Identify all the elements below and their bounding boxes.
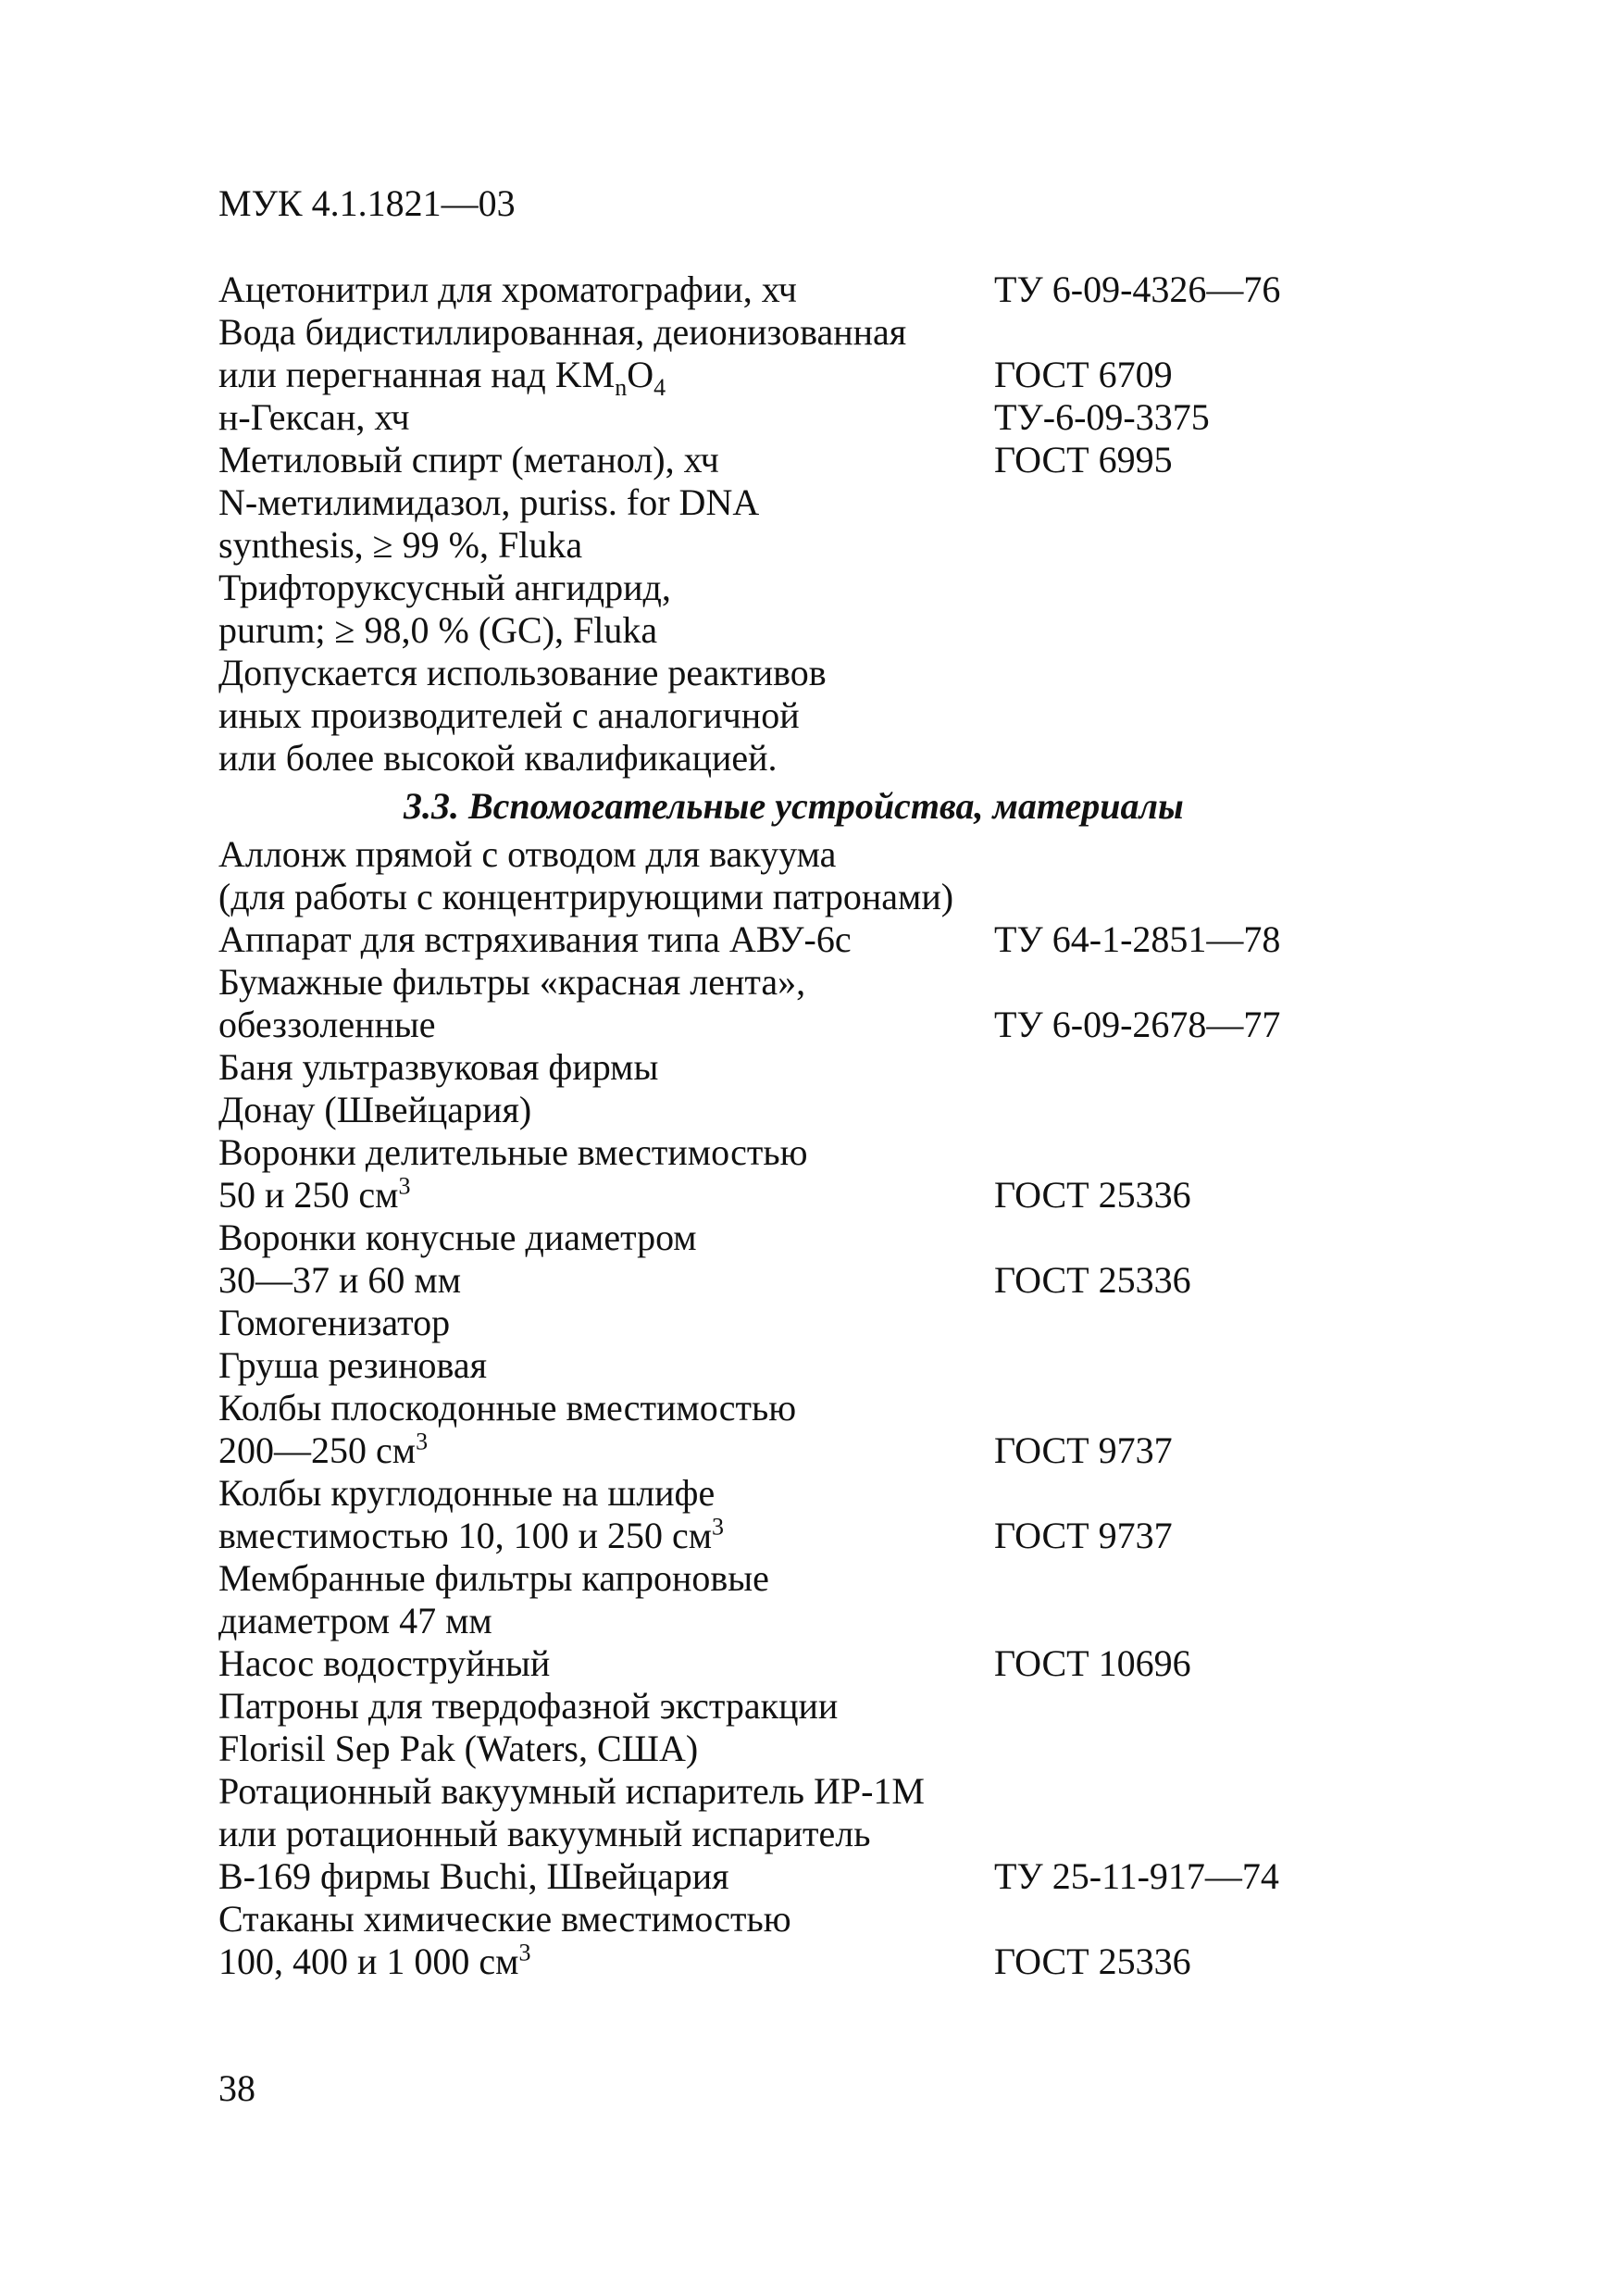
- equipment-row: [218, 1898, 1329, 1940]
- reagent-name: Метиловый спирт (метанол), хч: [218, 439, 719, 480]
- equipment-row: [218, 1046, 1329, 1089]
- equipment-standard: ГОСТ 25336: [994, 1259, 1191, 1301]
- equipment-name: Насос водоструйный: [218, 1642, 551, 1684]
- formula-subscript: 4: [653, 374, 666, 401]
- equipment-row: [218, 1302, 1329, 1344]
- reagent-standard: ТУ-6-09-3375: [994, 396, 1210, 438]
- equipment-standard: ТУ 64-1-2851—78: [994, 918, 1281, 960]
- equipment-row: [218, 1685, 1329, 1728]
- reagent-name: Вода бидистиллированная, деионизованная: [218, 311, 907, 353]
- equipment-standard: ТУ 25-11-917—74: [994, 1855, 1279, 1897]
- equipment-row: [218, 1387, 1329, 1429]
- equipment-standard: ГОСТ 10696: [994, 1642, 1191, 1684]
- unit-superscript: 3: [518, 1939, 531, 1966]
- equipment-row: [218, 1728, 1329, 1770]
- equipment-row: [218, 1557, 1329, 1600]
- page-number: 38: [218, 2067, 255, 2109]
- equipment-name-text: вместимостью 10, 100 и 250 см: [218, 1515, 713, 1556]
- reagent-standard: ГОСТ 6709: [994, 354, 1173, 395]
- equipment-name: Аппарат для встряхивания типа АВУ-6с: [218, 918, 852, 960]
- equipment-name: Ротационный вакуумный испаритель ИР-1М: [218, 1770, 925, 1812]
- equipment-name: Воронки конусные диаметром: [218, 1217, 697, 1258]
- equipment-row: [218, 1429, 1329, 1472]
- equipment-name: диаметром 47 мм: [218, 1600, 492, 1641]
- equipment-row: [218, 1131, 1329, 1174]
- equipment-row: [218, 1174, 1329, 1217]
- reagent-row: [218, 354, 1329, 401]
- unit-superscript: 3: [712, 1513, 725, 1541]
- equipment-name: [218, 1940, 530, 1983]
- equipment-row: [218, 1600, 1329, 1642]
- reagent-name: Трифторуксусный ангидрид,: [218, 567, 671, 608]
- equipment-row: [218, 1515, 1329, 1557]
- equipment-name: Аллонж прямой с отводом для вакуума: [218, 833, 837, 875]
- equipment-name: (для работы с концентрирующими патронами): [218, 876, 954, 917]
- equipment-name: Патроны для твердофазной экстракции: [218, 1685, 839, 1727]
- reagent-name: purum; ≥ 98,0 % (GC), Fluka: [218, 609, 658, 651]
- reagent-name-part: O: [627, 354, 654, 395]
- equipment-row: [218, 1259, 1329, 1302]
- equipment-name: Груша резиновая: [218, 1344, 487, 1386]
- equipment-name: Гомогенизатор: [218, 1302, 451, 1343]
- formula-subscript: n: [615, 374, 628, 401]
- reagent-name: н-Гексан, хч: [218, 396, 410, 438]
- equipment-name: В-169 фирмы Buchi, Швейцария: [218, 1855, 729, 1897]
- reagent-row: [218, 311, 1329, 354]
- equipment-standard: ГОСТ 25336: [994, 1940, 1191, 1982]
- section-title: 3.3. Вспомогательные устройства, материалы: [404, 785, 1184, 827]
- reagent-row: [218, 481, 1329, 524]
- reagent-name-part: или перегнанная над KM: [218, 354, 616, 395]
- reagent-name: [218, 354, 666, 401]
- equipment-row: [218, 876, 1329, 918]
- equipment-row: [218, 1642, 1329, 1685]
- reagent-name: synthesis, ≥ 99 %, Fluka: [218, 524, 583, 566]
- reagent-row: [218, 268, 1329, 311]
- reagent-standard: ГОСТ 6995: [994, 439, 1173, 480]
- page-content: [218, 268, 1329, 1983]
- equipment-name-text: 200—250 см: [218, 1429, 417, 1471]
- equipment-name: Колбы круглодонные на шлифе: [218, 1472, 716, 1514]
- equipment-row: [218, 1004, 1329, 1046]
- equipment-row: [218, 1217, 1329, 1259]
- equipment-name: Мембранные фильтры капроновые: [218, 1557, 769, 1599]
- equipment-name-text: 100, 400 и 1 000 см: [218, 1940, 519, 1982]
- equipment-name: Бумажные фильтры «красная лента»,: [218, 961, 806, 1003]
- reagent-row: [218, 737, 1329, 780]
- unit-superscript: 3: [398, 1172, 411, 1200]
- equipment-name: [218, 1174, 410, 1217]
- equipment-name: или ротационный вакуумный испаритель: [218, 1813, 871, 1854]
- equipment-name: Баня ультразвуковая фирмы: [218, 1046, 659, 1088]
- reagent-name: иных производителей с аналогичной: [218, 694, 800, 736]
- reagent-name: N-метилимидазол, puriss. for DNA: [218, 481, 760, 523]
- reagent-row: [218, 694, 1329, 737]
- equipment-standard: ГОСТ 9737: [994, 1429, 1173, 1471]
- equipment-name: Воронки делительные вместимостью: [218, 1131, 808, 1173]
- equipment-name: [218, 1515, 724, 1557]
- equipment-row: [218, 1855, 1329, 1898]
- equipment-standard: ГОСТ 25336: [994, 1174, 1191, 1216]
- equipment-row: [218, 1940, 1329, 1983]
- reagent-row: [218, 567, 1329, 609]
- equipment-name: Стаканы химические вместимостью: [218, 1898, 791, 1940]
- reagent-row: [218, 609, 1329, 652]
- equipment-name: обеззоленные: [218, 1004, 436, 1045]
- reagent-name: или более высокой квалификацией.: [218, 737, 778, 779]
- equipment-name-text: 50 и 250 см: [218, 1174, 399, 1216]
- equipment-name: 30—37 и 60 мм: [218, 1259, 462, 1301]
- document-code-header: МУК 4.1.1821—03: [218, 182, 516, 224]
- reagent-row: [218, 396, 1329, 439]
- equipment-row: [218, 961, 1329, 1004]
- equipment-row: [218, 833, 1329, 876]
- reagent-name: Допускается использование реактивов: [218, 652, 827, 693]
- reagent-standard: ТУ 6-09-4326—76: [994, 268, 1281, 310]
- equipment-row: [218, 918, 1329, 961]
- equipment-row: [218, 1472, 1329, 1515]
- reagent-row: [218, 652, 1329, 694]
- unit-superscript: 3: [416, 1428, 429, 1455]
- equipment-row: [218, 1813, 1329, 1855]
- equipment-name: [218, 1429, 428, 1472]
- reagent-name: Ацетонитрил для хроматографии, хч: [218, 268, 797, 310]
- equipment-name: Колбы плоскодонные вместимостью: [218, 1387, 797, 1429]
- equipment-row: [218, 1770, 1329, 1813]
- equipment-row: [218, 1344, 1329, 1387]
- equipment-row: [218, 1089, 1329, 1131]
- reagent-row: [218, 524, 1329, 567]
- equipment-name: Florisil Sep Pak (Waters, США): [218, 1728, 699, 1769]
- equipment-standard: ТУ 6-09-2678—77: [994, 1004, 1281, 1045]
- reagent-row: [218, 439, 1329, 481]
- equipment-standard: ГОСТ 9737: [994, 1515, 1173, 1556]
- equipment-name: Донау (Швейцария): [218, 1089, 532, 1130]
